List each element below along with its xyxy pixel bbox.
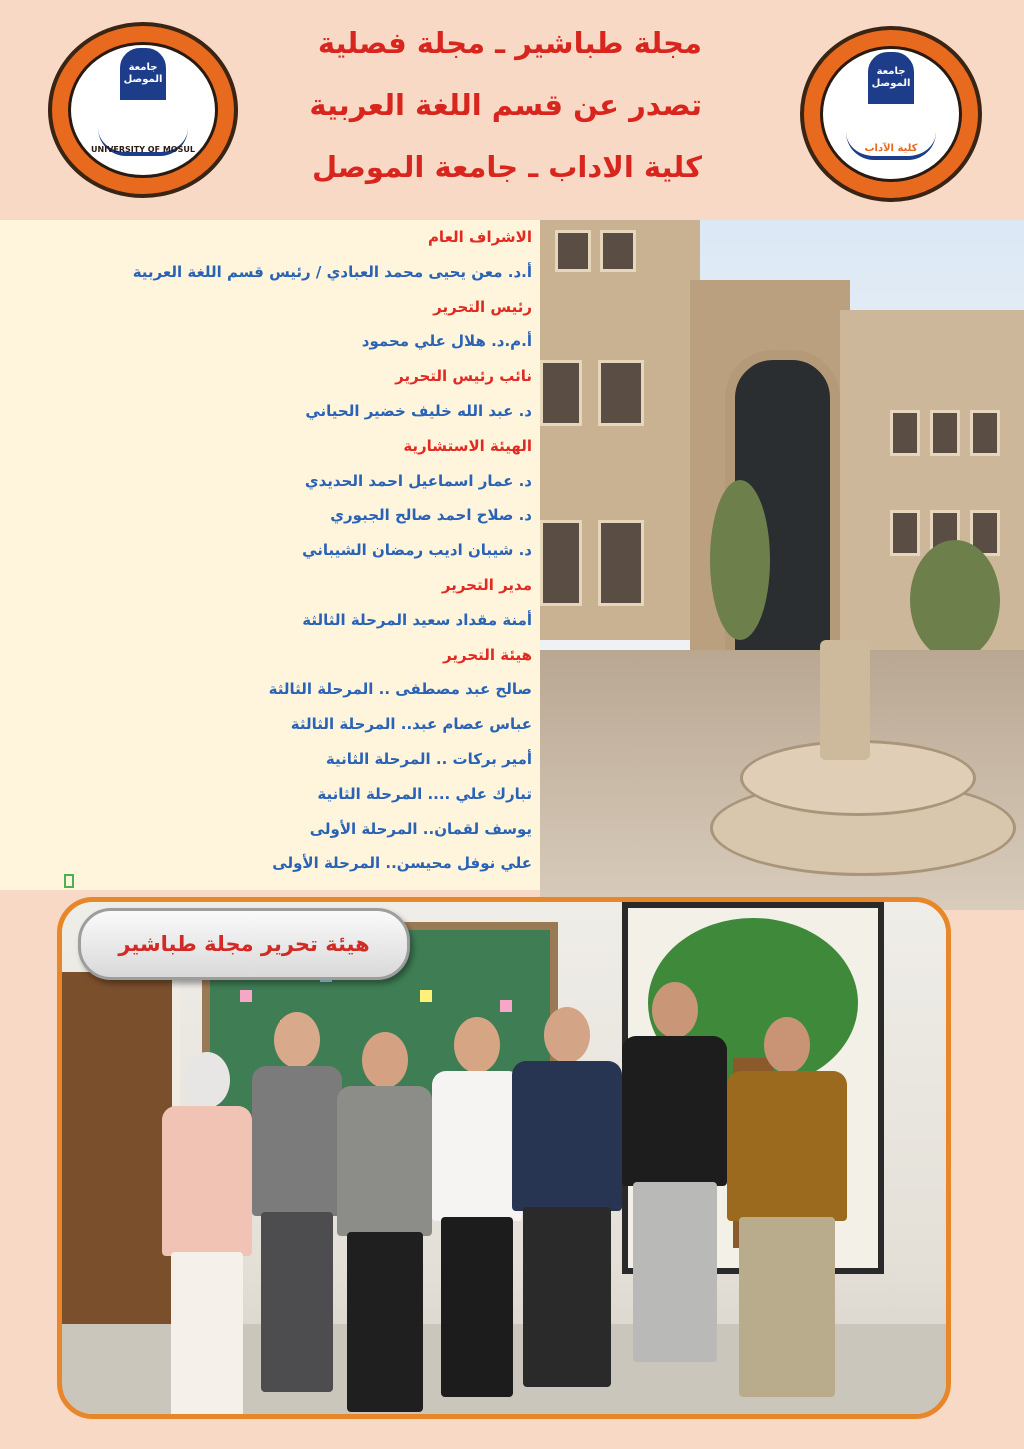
board-member-name: أمنة مقداد سعيد المرحلة الثالثة	[302, 610, 532, 629]
team-member	[162, 1052, 252, 1419]
board-member-name: د. عبد الله خليف خضير الحياني	[305, 401, 532, 420]
team-photo-title: هيئة تحرير مجلة طباشير	[118, 932, 370, 956]
photo-window	[540, 360, 582, 426]
photo-window	[555, 230, 591, 272]
logo-caption: كلية الآداب	[864, 143, 918, 154]
board-role-heading: هيئة التحرير	[443, 645, 532, 664]
team-member	[512, 1007, 622, 1392]
photo-window	[890, 510, 920, 556]
photo-tree	[910, 540, 1000, 660]
board-member-name: د. صلاح احمد صالح الجبوري	[330, 506, 532, 525]
board-role-heading: رئيس التحرير	[433, 297, 532, 316]
board-member-name: تبارك علي .... المرحلة الثانية	[317, 784, 532, 803]
board-member-name: د. شيبان اديب رمضان الشيباني	[302, 541, 532, 560]
photo-fountain-column	[820, 640, 870, 760]
board-member-name: عباس عصام عبد.. المرحلة الثالثة	[290, 715, 532, 734]
placeholder-glyph-icon	[64, 874, 74, 888]
team-member	[432, 1017, 522, 1397]
team-member	[337, 1032, 432, 1412]
page-header	[0, 0, 1024, 220]
university-logo-left	[48, 22, 238, 198]
sticky-note	[240, 990, 252, 1002]
team-member	[727, 1017, 847, 1402]
editorial-board-panel	[0, 220, 540, 890]
photo-window	[970, 410, 1000, 456]
logo-building-icon: جامعة الموصل	[118, 46, 168, 102]
board-role-heading: مدير التحرير	[441, 575, 532, 594]
editorial-board-list	[12, 220, 532, 881]
header-title-line-2: تصدر عن قسم اللغة العربية	[309, 88, 702, 122]
board-role-heading: نائب رئيس التحرير	[395, 367, 532, 386]
board-member-name: علي نوفل محيسن.. المرحلة الأولى	[272, 854, 532, 873]
header-title-line-3: كلية الاداب ـ جامعة الموصل	[312, 150, 702, 184]
photo-window	[930, 410, 960, 456]
board-member-name: أ.د. معن يحيى محمد العبادي / رئيس قسم اللغة العربية	[132, 262, 532, 281]
logo-building-icon: جامعة الموصل	[866, 50, 916, 106]
board-member-name: صالح عبد مصطفى .. المرحلة الثالثة	[268, 680, 532, 699]
campus-photo	[540, 220, 1024, 910]
logo-caption: UNIVERSITY OF MOSUL	[91, 145, 195, 154]
board-member-name: أمير بركات .. المرحلة الثانية	[325, 749, 532, 768]
team-member	[622, 982, 727, 1382]
board-member-name: يوسف لقمان.. المرحلة الأولى	[309, 819, 532, 838]
team-member	[252, 1012, 342, 1392]
team-photo-title-badge	[78, 908, 410, 980]
photo-window	[598, 360, 644, 426]
board-role-heading: الهيئة الاستشارية	[403, 436, 532, 455]
photo-window	[890, 410, 920, 456]
board-role-heading: الاشراف العام	[427, 228, 532, 246]
board-member-name: د. عمار اسماعيل احمد الحديدي	[304, 471, 532, 490]
photo-window	[598, 520, 644, 606]
photo-tree	[710, 480, 770, 640]
photo-window	[540, 520, 582, 606]
sticky-note	[420, 990, 432, 1002]
college-logo-right	[800, 26, 982, 202]
photo-window	[600, 230, 636, 272]
sticky-note	[500, 1000, 512, 1012]
board-member-name: أ.م.د. هلال علي محمود	[361, 332, 532, 351]
header-title-line-1: مجلة طباشير ـ مجلة فصلية	[317, 26, 702, 60]
